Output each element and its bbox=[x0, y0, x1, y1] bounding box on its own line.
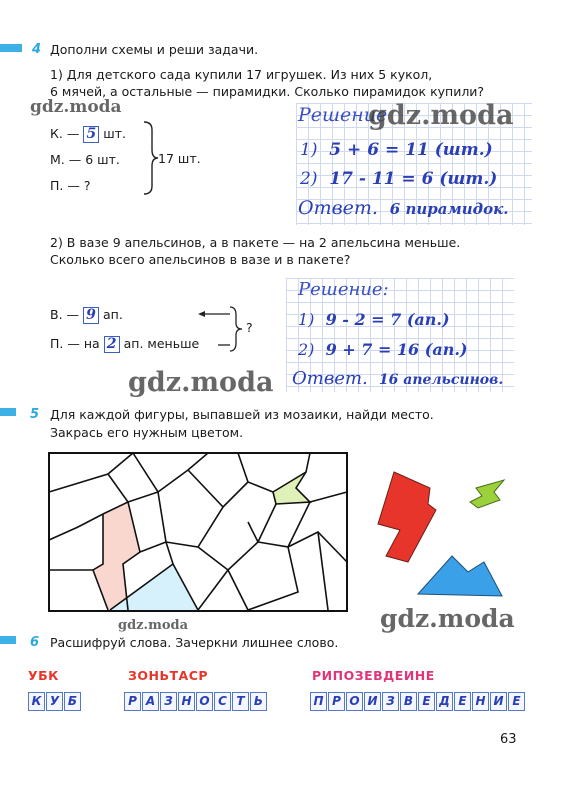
answer-word-1[interactable]: К У Б bbox=[28, 692, 82, 711]
solution1-step2: 2) 17 - 11 = 6 (шт.) bbox=[300, 169, 498, 189]
answer-word-3[interactable]: П Р О И З В Е Д Е Н И Е bbox=[310, 692, 526, 711]
scheme1-m-row: М. — 6 шт. bbox=[50, 152, 120, 167]
watermark-2: gdz.moda bbox=[368, 100, 514, 131]
scheme1-k-box[interactable]: 5 bbox=[83, 126, 99, 143]
solution1-step1: 1) 5 + 6 = 11 (шт.) bbox=[300, 140, 493, 160]
scheme2-v-unit: ап. bbox=[103, 307, 123, 322]
scheme2-arrow-brace bbox=[190, 303, 252, 355]
red-piece bbox=[378, 472, 436, 562]
solution2-heading: Решение: bbox=[298, 279, 389, 300]
problem2-line1: 2) В вазе 9 апельсинов, а в пакете — на 2 апельсина меньше. bbox=[50, 235, 461, 250]
scheme2-p-box[interactable]: 2 bbox=[104, 336, 120, 353]
task6-number: 6 bbox=[30, 635, 40, 650]
scheme1-k-label: К. — bbox=[50, 126, 80, 141]
scrambled-word-3: РИПОЗЕВДЕИНЕ bbox=[312, 668, 435, 683]
answer-word-2[interactable]: Р А З Н О С Т Ь bbox=[124, 692, 268, 711]
scheme2-p-row bbox=[50, 334, 199, 353]
scheme2-p-label: П. — на bbox=[50, 336, 100, 351]
watermark-4: gdz.moda bbox=[380, 604, 515, 633]
scheme2-v-box[interactable]: 9 bbox=[83, 307, 99, 324]
scheme1-p-row: П. — ? bbox=[50, 178, 91, 193]
task5-accent-bar bbox=[0, 408, 16, 416]
mosaic-frame bbox=[48, 452, 348, 612]
task5-line1: Для каждой фигуры, выпавшей из мозаики, найди место. bbox=[50, 407, 434, 422]
solution2-step1: 1) 9 - 2 = 7 (ап.) bbox=[298, 310, 450, 329]
scheme1-k-row bbox=[50, 124, 126, 143]
scheme2-question: ? bbox=[246, 320, 253, 335]
problem2-line2: Сколько всего апельсинов в вазе и в пакете? bbox=[50, 252, 351, 267]
solution2-step2: 2) 9 + 7 = 16 (ап.) bbox=[298, 340, 468, 359]
task4-accent-bar bbox=[0, 44, 22, 52]
problem1-line1: 1) Для детского сада купили 17 игрушек. Из них 5 кукол, bbox=[50, 67, 433, 82]
task4-number: 4 bbox=[32, 42, 42, 57]
fallen-pieces bbox=[372, 466, 512, 616]
scrambled-word-2: ЗОНЬТАСР bbox=[128, 668, 209, 683]
scrambled-word-1: УБК bbox=[28, 668, 59, 683]
scheme2-p-unit: ап. меньше bbox=[123, 336, 200, 351]
watermark-3: gdz.moda bbox=[128, 367, 274, 398]
task5-line2: Закрась его нужным цветом. bbox=[50, 425, 244, 440]
task4-title: Дополни схемы и реши задачи. bbox=[50, 42, 259, 57]
task6-accent-bar bbox=[0, 636, 16, 644]
scheme1-total: 17 шт. bbox=[158, 151, 201, 166]
solution1-heading: Решение bbox=[298, 104, 388, 126]
scheme1-k-unit: шт. bbox=[103, 126, 126, 141]
green-piece bbox=[470, 480, 504, 508]
solution2-answer: Ответ. 16 апельсинов. bbox=[292, 368, 504, 389]
task5-number: 5 bbox=[30, 407, 40, 422]
scheme2-v-row bbox=[50, 305, 123, 324]
task6-instruction: Расшифруй слова. Зачеркни лишнее слово. bbox=[50, 635, 339, 650]
watermark-5: gdz.moda bbox=[118, 618, 189, 633]
page-number: 63 bbox=[500, 732, 517, 747]
blue-piece bbox=[418, 556, 502, 596]
solution1-answer: Ответ. 6 пирамидок. bbox=[298, 197, 509, 219]
scheme2-v-label: В. — bbox=[50, 307, 80, 322]
watermark-1: gdz.moda bbox=[30, 97, 122, 117]
problem1-line2: 6 мячей, а остальные — пирамидки. Сколько пирамидок купили? bbox=[50, 84, 485, 99]
